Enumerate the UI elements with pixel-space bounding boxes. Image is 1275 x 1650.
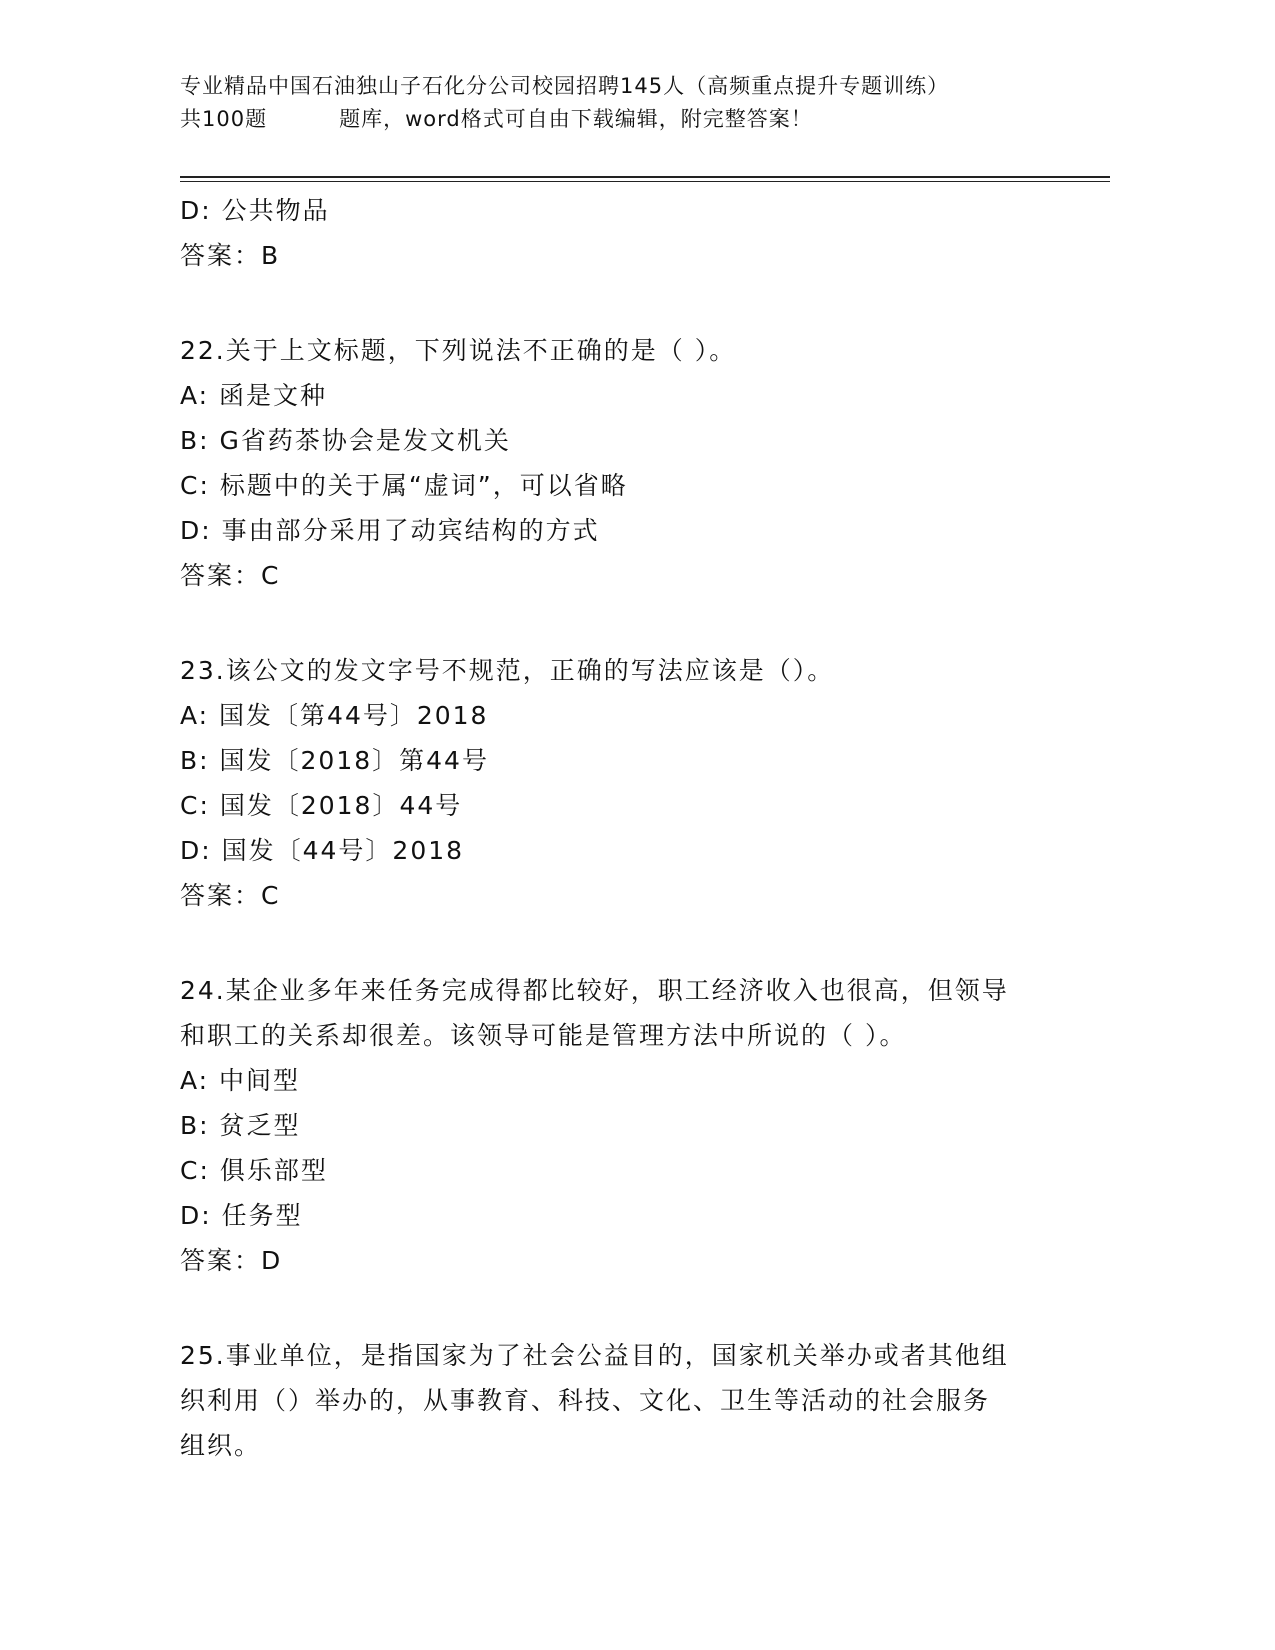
question-text-line-3: 组织。 xyxy=(180,1431,262,1460)
answer-line: 答案：C xyxy=(180,881,281,910)
option-c: C: 俱乐部型 xyxy=(180,1156,328,1185)
question-text: 22.关于上文标题，下列说法不正确的是（ ）。 xyxy=(180,336,737,365)
question-22 xyxy=(180,328,1060,598)
option-b: B: G省药茶协会是发文机关 xyxy=(180,426,511,455)
question-text: 23.该公文的发文字号不规范，正确的写法应该是（）。 xyxy=(180,656,835,685)
option-a: A: 国发〔第44号〕2018 xyxy=(180,701,489,730)
question-24 xyxy=(180,968,1060,1283)
header-divider-thick xyxy=(180,176,1110,178)
option-d: D: 任务型 xyxy=(180,1201,303,1230)
option-a: A: 函是文种 xyxy=(180,381,328,410)
question-23 xyxy=(180,648,1060,918)
question-text-line-1: 25.事业单位，是指国家为了社会公益目的，国家机关举办或者其他组 xyxy=(180,1341,1009,1370)
question-text-line-1: 24.某企业多年来任务完成得都比较好，职工经济收入也很高，但领导 xyxy=(180,976,1009,1005)
answer-line: 答案：B xyxy=(180,241,281,270)
question-count: 共100题 xyxy=(180,107,268,131)
option-d: D: 国发〔44号〕2018 xyxy=(180,836,465,865)
question-25 xyxy=(180,1333,1060,1468)
option-d: D: 公共物品 xyxy=(180,196,330,225)
header-note: 题库，word格式可自由下载编辑，附完整答案！ xyxy=(339,107,813,131)
question-list xyxy=(180,188,1060,1468)
header-subtitle-line xyxy=(180,103,1110,136)
option-b: B: 贫乏型 xyxy=(180,1111,301,1140)
header-divider-thin xyxy=(180,181,1110,182)
answer-line: 答案：D xyxy=(180,1246,283,1275)
option-d: D: 事由部分采用了动宾结构的方式 xyxy=(180,516,600,545)
question-text-line-2: 和职工的关系却很差。该领导可能是管理方法中所说的（ ）。 xyxy=(180,1021,907,1050)
answer-line: 答案：C xyxy=(180,561,281,590)
question-text-line-2: 织利用（）举办的，从事教育、科技、文化、卫生等活动的社会服务 xyxy=(180,1386,991,1415)
option-b: B: 国发〔2018〕第44号 xyxy=(180,746,489,775)
header-title-line: 专业精品中国石油独山子石化分公司校园招聘145人（高频重点提升专题训练） xyxy=(180,74,950,98)
option-a: A: 中间型 xyxy=(180,1066,301,1095)
option-c: C: 标题中的关于属“虚词”，可以省略 xyxy=(180,471,628,500)
document-header xyxy=(180,70,1110,136)
option-c: C: 国发〔2018〕44号 xyxy=(180,791,463,820)
